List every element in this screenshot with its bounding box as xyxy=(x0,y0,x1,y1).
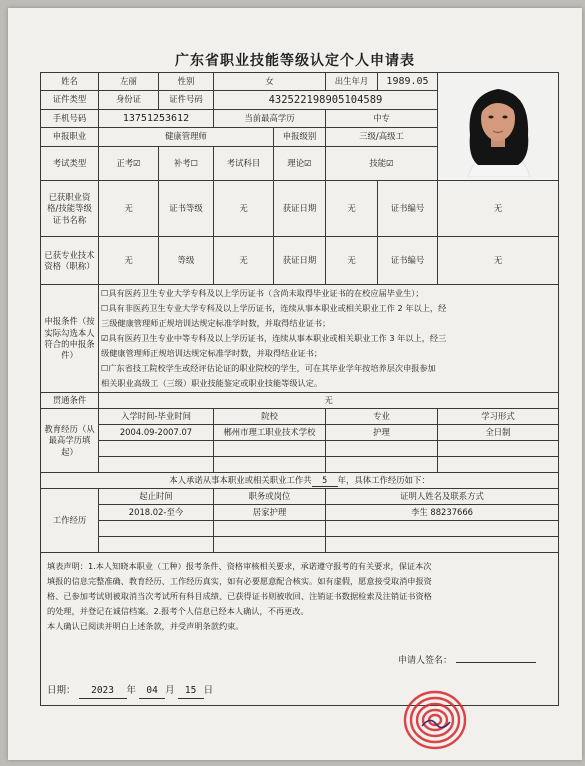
obtained-tech-label: 已获专业技术资格（职称） xyxy=(41,237,99,285)
tech-date-label: 获证日期 xyxy=(274,237,326,285)
condition-line: 相关职业高级工（三级）职业技能鉴定或职业技能等级认定。 xyxy=(101,378,323,389)
edu-time-header: 入学时间-毕业时间 xyxy=(99,409,214,425)
birth-label: 出生年月 xyxy=(326,73,378,91)
tech-level-label: 等级 xyxy=(159,237,214,285)
cert-level-value: 无 xyxy=(214,181,274,237)
witness-header: 证明人姓名及联系方式 xyxy=(326,489,559,505)
level-label: 申报级别 xyxy=(274,128,326,146)
through-label: 贯通条件 xyxy=(41,393,99,409)
applicant-photo xyxy=(438,73,558,180)
work-time-header: 起止时间 xyxy=(99,489,214,505)
edu-major-header: 专业 xyxy=(326,409,438,425)
gender-label: 性别 xyxy=(159,73,214,91)
education-value: 中专 xyxy=(326,109,438,127)
cert-date-label: 获证日期 xyxy=(274,181,326,237)
job-value: 健康管理师 xyxy=(99,128,274,146)
date-month: 04 xyxy=(139,685,165,699)
phone-label: 手机号码 xyxy=(41,109,99,127)
gender-value: 女 xyxy=(214,73,326,91)
photo-cell xyxy=(438,73,559,181)
job-label: 申报职业 xyxy=(41,128,99,146)
date-day: 15 xyxy=(178,685,204,699)
cert-name-value: 无 xyxy=(99,181,159,237)
work-history-label: 工作经历 xyxy=(41,489,99,553)
work-commitment: 本人承诺从事本职业或相关职业工作共 5 年，具体工作经历如下： xyxy=(41,473,559,489)
id-type-label: 证件类型 xyxy=(41,91,99,109)
edu-form-header: 学习形式 xyxy=(438,409,559,425)
tech-no-value: 无 xyxy=(438,237,559,285)
level-value: 三级/高级工 xyxy=(326,128,438,146)
tech-name-value: 无 xyxy=(99,237,159,285)
conditions-list xyxy=(99,285,559,393)
tech-level-value: 无 xyxy=(214,237,274,285)
witness-cell: 李生 88237666 xyxy=(326,505,559,521)
cert-no-value: 无 xyxy=(438,181,559,237)
cert-no-label: 证书编号 xyxy=(378,181,438,237)
name-value: 左丽 xyxy=(99,73,159,91)
fingerprint-stamp xyxy=(400,688,470,752)
edu-history-label: 教育经历（从最高学历填起） xyxy=(41,409,99,473)
condition-line: 级健康管理师正规培训达规定标准学时数，并取得结业证书； xyxy=(101,348,323,359)
work-years-value: 5 xyxy=(312,475,338,487)
edu-major-cell: 护理 xyxy=(326,425,438,441)
education-label: 当前最高学历 xyxy=(214,109,326,127)
work-post-cell: 居家护理 xyxy=(214,505,326,521)
cert-level-label: 证书等级 xyxy=(159,181,214,237)
condition-line: ☐具有非医药卫生专业大学专科及以上学历证书，连续从事本职业或相关职业工作 2 年以上，经 xyxy=(101,303,447,314)
exam-normal-check: 正考☑ xyxy=(99,146,159,181)
id-no-value: 432522198905104589 xyxy=(214,91,438,109)
date-year: 2023 xyxy=(79,685,127,699)
tech-date-value: 无 xyxy=(326,237,378,285)
birth-value: 1989.05 xyxy=(378,73,438,91)
obtained-cert-label: 已获职业资格/技能等级证书名称 xyxy=(41,181,99,237)
tech-no-label: 证书编号 xyxy=(378,237,438,285)
phone-value: 13751253612 xyxy=(99,109,214,127)
edu-school-header: 院校 xyxy=(214,409,326,425)
condition-line: ☑具有医药卫生专业中等专科及以上学历证书，连续从事本职业或相关职业工作 3 年以上，经三 xyxy=(101,333,447,344)
statement-cell xyxy=(41,553,559,706)
condition-line: 三级健康管理师正规培训达规定标准学时数，并取得结业证书； xyxy=(101,318,331,329)
name-label: 姓名 xyxy=(41,73,99,91)
exam-type-label: 考试类型 xyxy=(41,146,99,181)
work-post-header: 职务或岗位 xyxy=(214,489,326,505)
application-form-sheet xyxy=(8,8,582,760)
through-value: 无 xyxy=(99,393,559,409)
signature-field xyxy=(456,650,536,663)
signature-label: 申请人签名： xyxy=(397,656,452,667)
form-table xyxy=(40,72,559,706)
signature-line xyxy=(47,650,552,667)
edu-time-cell: 2004.09-2007.07 xyxy=(99,425,214,441)
id-type-value: 身份证 xyxy=(99,91,159,109)
date-line: 日期： 2023 年 04 月 15 日 xyxy=(47,685,552,699)
condition-line: ☐具有医药卫生专业大学专科及以上学历证书（含尚未取得毕业证书的在校应届毕业生）； xyxy=(101,288,424,299)
statement-text: 填表声明：1.本人知晓本职业（工种）报考条件、资格审核相关要求，承诺遵守报考的有关要求，保证本次 填报的信息完整准确、教育经历、工作经历真实，如有必要愿意配合核实。如有虚假，愿意接受取消申报资 格、已参加考试则被取消当次考试所有科目成绩、已获得证书则被收回、注销证书数据检索及注销证书资格 的处理，并登记在诚信档案。2.报考个人信息已经本人确认，不再更改。 本人确认已阅读并明白上述条款，并受声明条款约束。 xyxy=(47,561,432,632)
exam-skill-check: 技能☑ xyxy=(326,146,438,181)
exam-subject-label: 考试科目 xyxy=(214,146,274,181)
condition-line: ☐广东省技工院校学生或经评估论证的职业院校的学生，可在其毕业学年按培养层次申报参加 xyxy=(101,363,436,374)
edu-school-cell: 郴州市理工职业技术学校 xyxy=(214,425,326,441)
work-time-cell: 2018.02-至今 xyxy=(99,505,214,521)
id-no-label: 证件号码 xyxy=(159,91,214,109)
edu-form-cell: 全日制 xyxy=(438,425,559,441)
exam-retake-check: 补考☐ xyxy=(159,146,214,181)
exam-theory-check: 理论☑ xyxy=(274,146,326,181)
conditions-label: 申报条件（按实际勾选本人符合的申报条件） xyxy=(41,285,99,393)
form-title: 广东省职业技能等级认定个人申请表 xyxy=(175,53,415,69)
cert-date-value: 无 xyxy=(326,181,378,237)
